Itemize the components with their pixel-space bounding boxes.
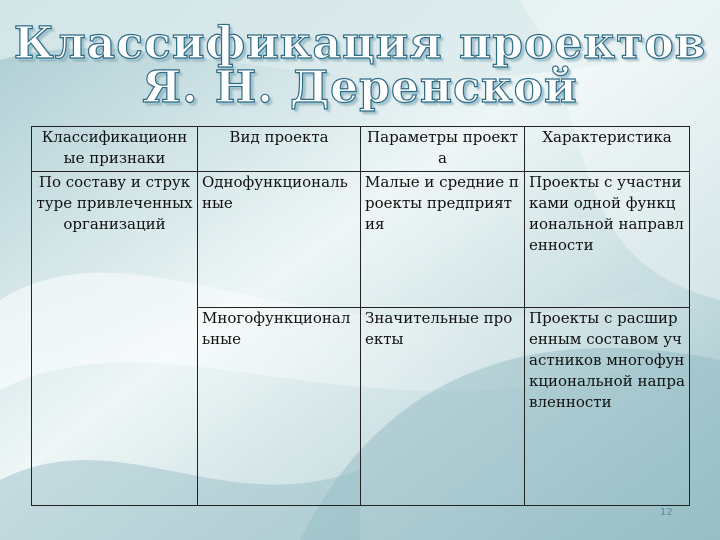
header-criterion: Классификационные признаки xyxy=(32,127,198,172)
criterion-cell: По составу и структуре привлеченных организаций xyxy=(32,172,198,506)
table-header-row xyxy=(32,127,690,172)
parameters-cell: Малые и средние проекты предприятия xyxy=(361,172,525,308)
project-type-cell: Однофункциональные xyxy=(198,172,361,308)
slide-title-line1: Классификация проектов xyxy=(13,18,707,69)
header-parameters: Параметры проекта xyxy=(361,127,525,172)
header-project-type: Вид проекта xyxy=(198,127,361,172)
classification-table xyxy=(31,126,690,506)
characteristic-cell: Проекты с расширенным составом участников многофункциональной направленности xyxy=(525,308,690,506)
slide-title-line2: Я. Н. Деренской xyxy=(142,62,578,113)
slide-number: 12 xyxy=(660,507,673,518)
slide-title xyxy=(0,18,720,113)
header-characteristic: Характеристика xyxy=(525,127,690,172)
parameters-cell: Значительные проекты xyxy=(361,308,525,506)
project-type-cell: Многофункциональные xyxy=(198,308,361,506)
table-row xyxy=(32,172,690,308)
characteristic-cell: Проекты с участниками одной функциональной направленности xyxy=(525,172,690,308)
